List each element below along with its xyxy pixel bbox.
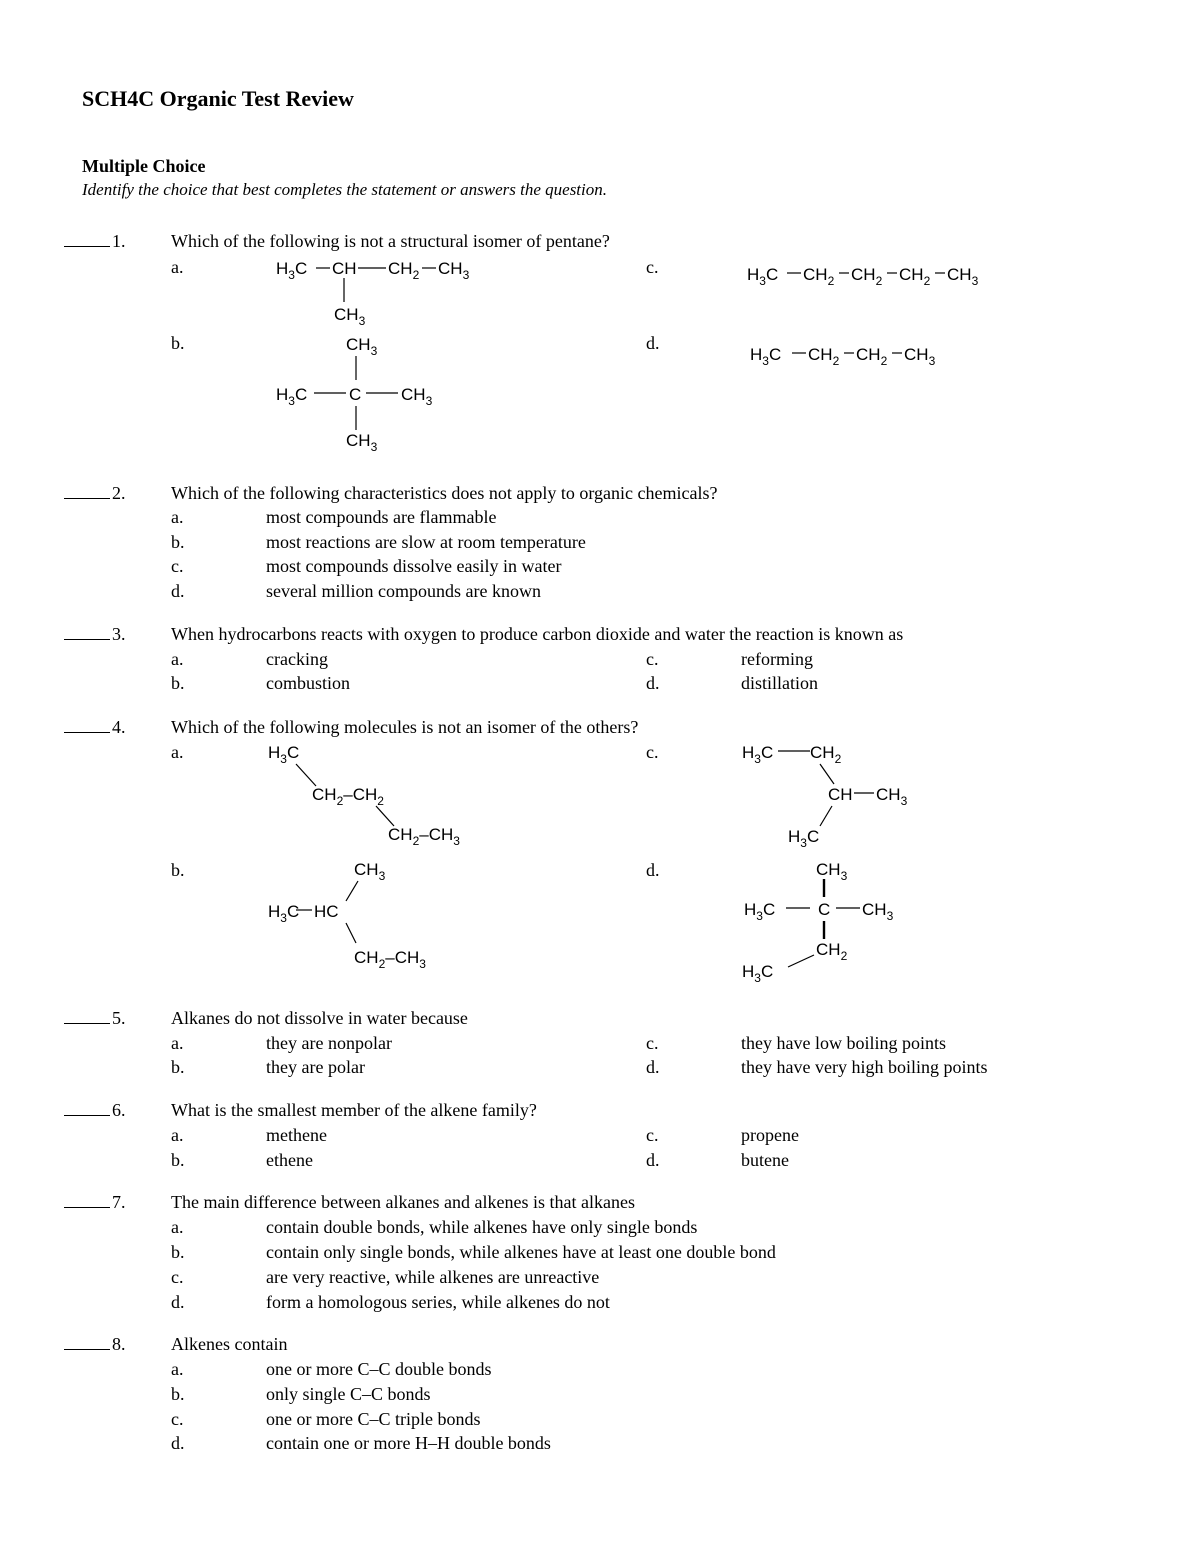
svg-text:CH2: $CH_2$ bbox=[810, 743, 842, 766]
svg-text:CH2–CH2: $CH_2-CH_2$ bbox=[312, 785, 384, 808]
structure-q1b bbox=[270, 330, 470, 460]
page-title: SCH4C Organic Test Review bbox=[82, 86, 354, 111]
option-3a: cracking bbox=[266, 649, 328, 669]
option-5b: they are polar bbox=[266, 1057, 365, 1077]
svg-text:H3C: $H_3C$ bbox=[276, 385, 308, 408]
option-letter-8c: c. bbox=[171, 1409, 184, 1429]
option-letter-7d: d. bbox=[171, 1292, 185, 1312]
option-letter-1a: a. bbox=[171, 257, 184, 277]
structure-q4c bbox=[740, 738, 940, 856]
option-letter-5a: a. bbox=[171, 1033, 184, 1053]
option-6b: ethene bbox=[266, 1150, 313, 1170]
option-3d: distillation bbox=[741, 673, 819, 693]
svg-text:CH3: $CH_3$ bbox=[876, 785, 908, 808]
structure-q1a bbox=[270, 252, 510, 332]
svg-text:CH: CH bbox=[828, 785, 853, 804]
question-text-7: The main difference between alkanes and alkenes is that alkanes bbox=[171, 1192, 635, 1212]
option-6d: butene bbox=[741, 1150, 789, 1170]
answer-blank-4[interactable] bbox=[64, 718, 110, 733]
option-2c: most compounds dissolve easily in water bbox=[266, 556, 562, 576]
option-letter-6b: b. bbox=[171, 1150, 185, 1170]
svg-text:CH3: $CH_3$ bbox=[438, 259, 470, 282]
answer-blank-8[interactable] bbox=[64, 1335, 110, 1350]
svg-text:H3C: $H_3C$ bbox=[268, 743, 300, 766]
option-3b: combustion bbox=[266, 673, 350, 693]
option-7a: contain double bonds, while alkenes have only single bonds bbox=[266, 1217, 698, 1237]
structure-q4d bbox=[740, 855, 940, 985]
section-heading: Multiple Choice bbox=[82, 156, 206, 176]
svg-text:CH2: $CH_2$ bbox=[803, 265, 835, 288]
structure-q4b bbox=[266, 855, 466, 975]
option-letter-7a: a. bbox=[171, 1217, 184, 1237]
question-number-3: 3. bbox=[64, 623, 134, 645]
option-letter-7b: b. bbox=[171, 1242, 185, 1262]
option-7c: are very reactive, while alkenes are unreactive bbox=[266, 1267, 600, 1287]
option-8b: only single C–C bonds bbox=[266, 1384, 431, 1404]
structure-q1d bbox=[748, 338, 968, 372]
option-letter-5c: c. bbox=[646, 1033, 659, 1053]
option-letter-3d: d. bbox=[646, 673, 660, 693]
question-text-2: Which of the following characteristics does not apply to organic chemicals? bbox=[171, 483, 718, 503]
svg-text:H3C: $H_3C$ bbox=[742, 743, 774, 766]
answer-blank-7[interactable] bbox=[64, 1193, 110, 1208]
option-letter-5d: d. bbox=[646, 1057, 660, 1077]
svg-text:CH2–CH3: $CH_2-CH_3$ bbox=[354, 948, 426, 971]
option-letter-1c: c. bbox=[646, 257, 659, 277]
option-5d: they have very high boiling points bbox=[741, 1057, 988, 1077]
svg-text:C: C bbox=[349, 385, 362, 404]
answer-blank-3[interactable] bbox=[64, 625, 110, 640]
option-letter-1d: d. bbox=[646, 333, 660, 353]
option-5a: they are nonpolar bbox=[266, 1033, 392, 1053]
option-letter-8d: d. bbox=[171, 1433, 185, 1453]
option-2d: several million compounds are known bbox=[266, 581, 541, 601]
answer-blank-5[interactable] bbox=[64, 1009, 110, 1024]
svg-text:CH2–CH3: $CH_2-CH_3$ bbox=[388, 825, 460, 848]
svg-text:CH2: $CH_2$ bbox=[816, 940, 848, 963]
svg-text:CH3: $CH_3$ bbox=[346, 431, 378, 454]
svg-text:CH3: $CH_3$ bbox=[862, 900, 894, 923]
option-letter-5b: b. bbox=[171, 1057, 185, 1077]
option-letter-3b: b. bbox=[171, 673, 185, 693]
svg-text:HC: HC bbox=[314, 902, 339, 921]
option-letter-8b: b. bbox=[171, 1384, 185, 1404]
svg-text:CH3: $CH_3$ bbox=[904, 345, 936, 368]
option-letter-4d: d. bbox=[646, 860, 660, 880]
option-letter-7c: c. bbox=[171, 1267, 184, 1287]
question-number-4: 4. bbox=[64, 716, 134, 738]
question-number-5: 5. bbox=[64, 1007, 134, 1029]
option-2a: most compounds are flammable bbox=[266, 507, 497, 527]
option-7d: form a homologous series, while alkenes do not bbox=[266, 1292, 610, 1312]
option-letter-2d: d. bbox=[171, 581, 185, 601]
option-letter-4b: b. bbox=[171, 860, 185, 880]
question-text-4: Which of the following molecules is not an isomer of the others? bbox=[171, 717, 639, 737]
svg-text:CH3: $CH_3$ bbox=[816, 860, 848, 883]
option-8c: one or more C–C triple bonds bbox=[266, 1409, 481, 1429]
svg-text:H3C: $H_3C$ bbox=[750, 345, 782, 368]
option-letter-6a: a. bbox=[171, 1125, 184, 1145]
svg-text:CH2: $CH_2$ bbox=[856, 345, 888, 368]
question-number-6: 6. bbox=[64, 1099, 134, 1121]
option-2b: most reactions are slow at room temperature bbox=[266, 532, 586, 552]
question-text-3: When hydrocarbons reacts with oxygen to produce carbon dioxide and water the reaction is known as bbox=[171, 624, 904, 644]
option-7b: contain only single bonds, while alkenes have at least one double bond bbox=[266, 1242, 776, 1262]
question-text-8: Alkenes contain bbox=[171, 1334, 288, 1354]
question-text-5: Alkanes do not dissolve in water because bbox=[171, 1008, 468, 1028]
question-number-8: 8. bbox=[64, 1333, 134, 1355]
option-8d: contain one or more H–H double bonds bbox=[266, 1433, 551, 1453]
answer-blank-6[interactable] bbox=[64, 1101, 110, 1116]
svg-text:H3C: $H_3C$ bbox=[788, 827, 820, 850]
svg-text:CH3: $CH_3$ bbox=[401, 385, 433, 408]
svg-text:CH3: $CH_3$ bbox=[947, 265, 979, 288]
option-letter-2b: b. bbox=[171, 532, 185, 552]
structure-q4a bbox=[266, 738, 496, 848]
option-8a: one or more C–C double bonds bbox=[266, 1359, 492, 1379]
svg-text:CH3: $CH_3$ bbox=[334, 305, 366, 328]
svg-text:CH3: $CH_3$ bbox=[346, 335, 378, 358]
option-letter-3c: c. bbox=[646, 649, 659, 669]
option-3c: reforming bbox=[741, 649, 813, 669]
structure-q1c bbox=[745, 258, 1015, 292]
svg-text:CH: CH bbox=[332, 259, 357, 278]
svg-text:H3C: $H_3C$ bbox=[276, 259, 308, 282]
svg-text:H3C: $H_3C$ bbox=[747, 265, 779, 288]
option-letter-3a: a. bbox=[171, 649, 184, 669]
option-6c: propene bbox=[741, 1125, 799, 1145]
option-letter-2a: a. bbox=[171, 507, 184, 527]
question-number-2: 2. bbox=[64, 482, 134, 504]
instructions: Identify the choice that best completes the statement or answers the question. bbox=[82, 180, 607, 199]
svg-text:H3C: $H_3C$ bbox=[742, 962, 774, 985]
svg-text:CH2: $CH_2$ bbox=[851, 265, 883, 288]
svg-text:H3C: $H_3C$ bbox=[744, 900, 776, 923]
option-5c: they have low boiling points bbox=[741, 1033, 946, 1053]
option-letter-8a: a. bbox=[171, 1359, 184, 1379]
option-letter-6c: c. bbox=[646, 1125, 659, 1145]
question-text-6: What is the smallest member of the alkene family? bbox=[171, 1100, 537, 1120]
option-letter-2c: c. bbox=[171, 556, 184, 576]
option-letter-4a: a. bbox=[171, 742, 184, 762]
option-letter-1b: b. bbox=[171, 333, 185, 353]
option-letter-4c: c. bbox=[646, 742, 659, 762]
option-6a: methene bbox=[266, 1125, 327, 1145]
svg-text:CH2: $CH_2$ bbox=[388, 259, 420, 282]
answer-blank-1[interactable] bbox=[64, 232, 110, 247]
question-number-1: 1. bbox=[64, 230, 134, 252]
question-number-7: 7. bbox=[64, 1191, 134, 1213]
svg-text:CH3: $CH_3$ bbox=[354, 860, 386, 883]
option-letter-6d: d. bbox=[646, 1150, 660, 1170]
answer-blank-2[interactable] bbox=[64, 484, 110, 499]
svg-text:H3C: $H_3C$ bbox=[268, 902, 300, 925]
svg-text:CH2: $CH_2$ bbox=[899, 265, 931, 288]
svg-text:C: C bbox=[818, 900, 831, 919]
question-text-1: Which of the following is not a structural isomer of pentane? bbox=[171, 231, 610, 251]
svg-text:CH2: $CH_2$ bbox=[808, 345, 840, 368]
